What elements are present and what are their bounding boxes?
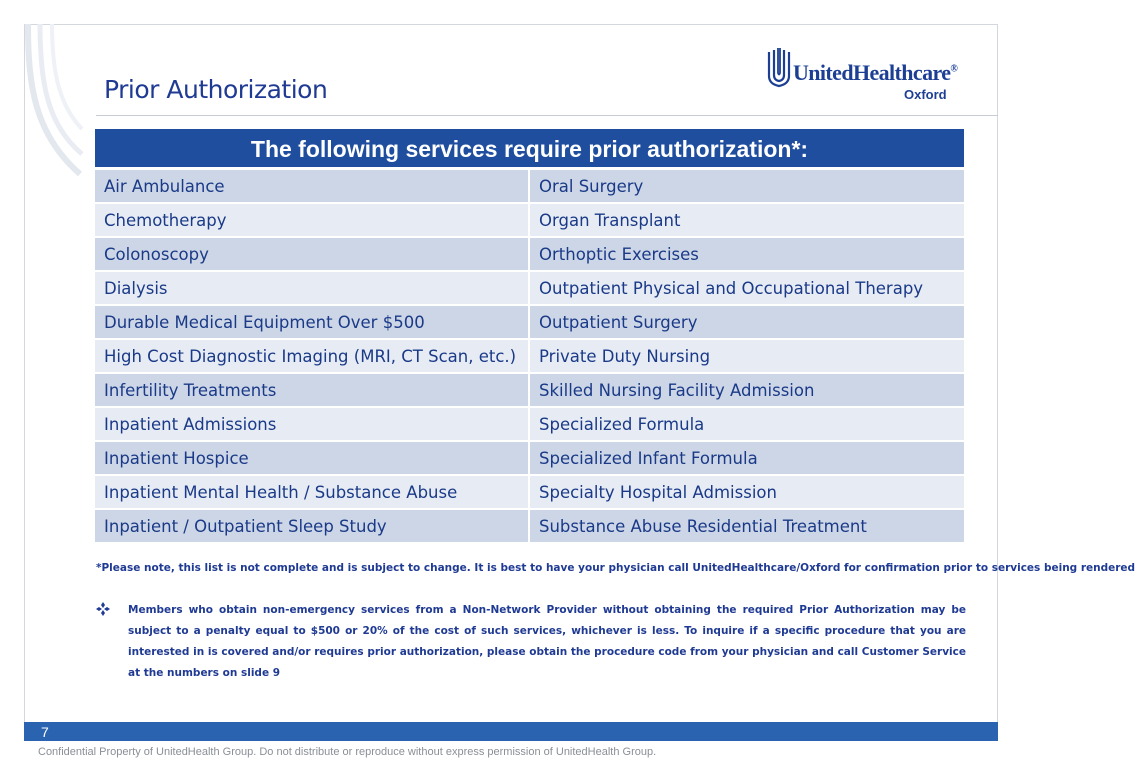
- table-cell: Inpatient / Outpatient Sleep Study: [95, 510, 528, 542]
- table-cell: Dialysis: [95, 272, 528, 304]
- table-cell: Specialized Infant Formula: [530, 442, 964, 474]
- table-cell: Substance Abuse Residential Treatment: [530, 510, 964, 542]
- table-cell: Inpatient Hospice: [95, 442, 528, 474]
- table-row: [95, 374, 964, 408]
- shield-logo-icon: [767, 48, 791, 88]
- table-cell: Inpatient Mental Health / Substance Abuse: [95, 476, 528, 508]
- services-table: [95, 170, 964, 544]
- diamond-bullet-icon: [96, 602, 110, 616]
- logo-sub-text: Oxford: [904, 87, 947, 102]
- table-cell: Oral Surgery: [530, 170, 964, 202]
- logo-brand-text: UnitedHealthcare®: [793, 60, 958, 85]
- table-heading: The following services require prior authorization*:: [95, 129, 964, 167]
- table-cell: Inpatient Admissions: [95, 408, 528, 440]
- bottom-bar: [24, 722, 998, 741]
- table-cell: Air Ambulance: [95, 170, 528, 202]
- table-cell: Skilled Nursing Facility Admission: [530, 374, 964, 406]
- table-row: [95, 408, 964, 442]
- table-row: [95, 340, 964, 374]
- table-cell: Organ Transplant: [530, 204, 964, 236]
- table-cell: Chemotherapy: [95, 204, 528, 236]
- table-row: [95, 272, 964, 306]
- table-row: [95, 204, 964, 238]
- disclaimer-note: *Please note, this list is not complete and is subject to change. It is best to have your physician call UnitedHealthcare/Oxford for confirmation prior to services being rendered: [96, 562, 1135, 574]
- table-cell: Outpatient Surgery: [530, 306, 964, 338]
- penalty-bullet: [96, 600, 966, 684]
- table-cell: Durable Medical Equipment Over $500: [95, 306, 528, 338]
- table-cell: Specialized Formula: [530, 408, 964, 440]
- table-cell: Outpatient Physical and Occupational Therapy: [530, 272, 964, 304]
- table-cell: Colonoscopy: [95, 238, 528, 270]
- brand-logo: [767, 48, 957, 108]
- decorative-swirl-icon: [24, 24, 84, 184]
- table-cell: Orthoptic Exercises: [530, 238, 964, 270]
- header-divider: [96, 115, 998, 116]
- table-cell: High Cost Diagnostic Imaging (MRI, CT Scan, etc.): [95, 340, 528, 372]
- table-cell: Infertility Treatments: [95, 374, 528, 406]
- table-row: [95, 170, 964, 204]
- table-row: [95, 238, 964, 272]
- page-number: 7: [41, 724, 49, 740]
- bullet-text: Members who obtain non-emergency services from a Non-Network Provider without obtaining the required Prior Authorization may be subject to a penalty equal to $500 or 20% of the cost of such services, whichever is less. To inquire if a specific procedure that you are interested in is covered and/or requires prior authorization, please obtain the procedure code from your physician and call Customer Service at the numbers on slide 9: [128, 604, 966, 679]
- page-title: Prior Authorization: [104, 75, 328, 104]
- table-row: [95, 476, 964, 510]
- table-cell: Private Duty Nursing: [530, 340, 964, 372]
- table-row: [95, 306, 964, 340]
- table-row: [95, 442, 964, 476]
- table-cell: Specialty Hospital Admission: [530, 476, 964, 508]
- table-row: [95, 510, 964, 544]
- confidential-notice: Confidential Property of UnitedHealth Group. Do not distribute or reproduce without express permission of UnitedHealth Group.: [38, 746, 657, 758]
